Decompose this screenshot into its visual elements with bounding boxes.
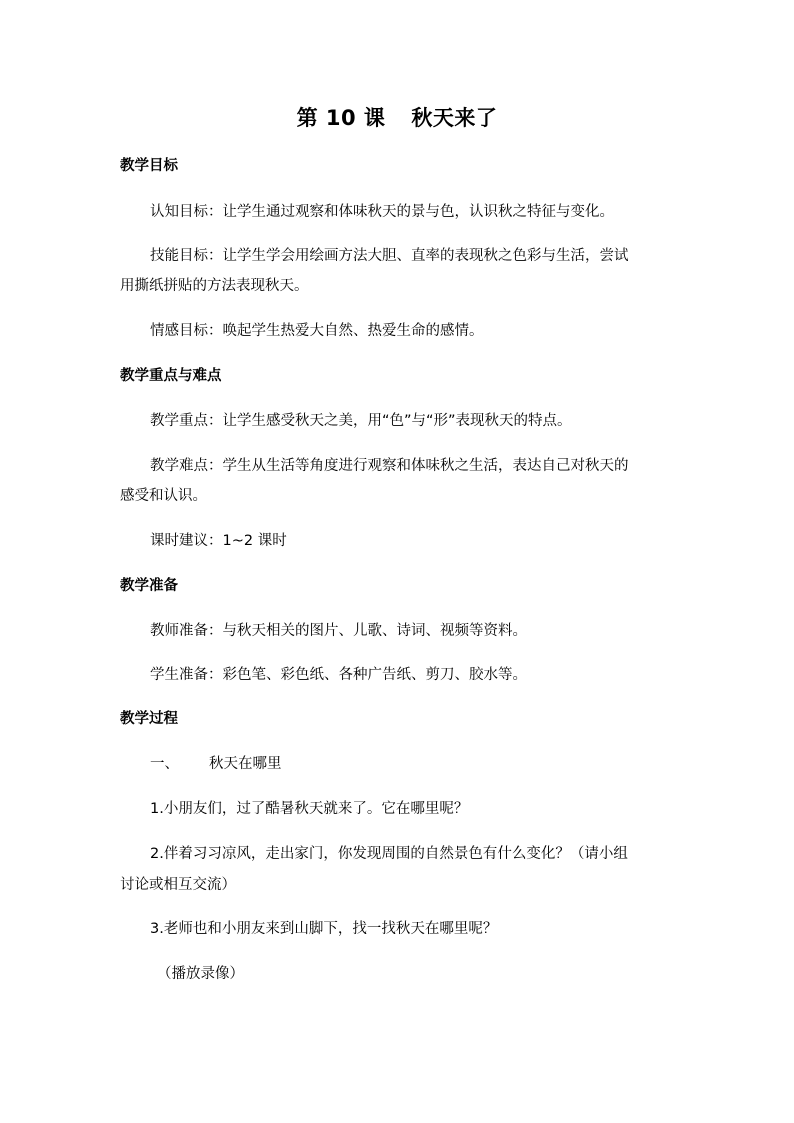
list-item-1: 1.小朋友们，过了酷暑秋天就来了。它在哪里呢？: [150, 801, 469, 817]
step-1-heading: [150, 746, 710, 782]
list-item-2-line-2: 讨论或相互交流）: [120, 877, 236, 893]
section-heading-goals: 教学目标: [120, 158, 178, 174]
goal-emotion: 情感目标：唤起学生热爱大自然、热爱生命的感情。: [150, 323, 484, 339]
difficulty-line-2: 感受和认识。: [120, 488, 207, 504]
prep-teacher: 教师准备：与秋天相关的图片、儿歌、诗词、视频等资料。: [150, 623, 527, 639]
list-item-3: 3.老师也和小朋友来到山脚下，找一找秋天在哪里呢？: [150, 921, 498, 937]
goal-skill-line-1: 技能目标：让学生学会用绘画方法大胆、直率的表现秋之色彩与生活，尝试: [150, 248, 629, 264]
hours-suggestion: 课时建议：1~2 课时: [150, 533, 287, 549]
list-item-2-line-1: 2.伴着习习凉风，走出家门，你发现周围的自然景色有什么变化？（请小组: [150, 846, 628, 862]
goal-skill-line-2: 用撕纸拼贴的方法表现秋天。: [120, 278, 309, 294]
title-lesson-number: 第 10 课: [296, 106, 386, 130]
section-heading-key-points: 教学重点与难点: [120, 368, 222, 384]
difficulty-line-1: 教学难点：学生从生活等角度进行观察和体味秋之生活，表达自己对秋天的: [150, 458, 629, 474]
title-lesson-name: 秋天来了: [411, 106, 498, 130]
step-1-title: 秋天在哪里: [209, 756, 282, 772]
list-item-4: （播放录像）: [157, 966, 244, 982]
section-heading-process: 教学过程: [120, 711, 178, 727]
goal-cognitive: 认知目标：让学生通过观察和体味秋天的景与色，认识秋之特征与变化。: [150, 204, 614, 220]
step-1-number: 一、: [150, 756, 179, 772]
key-point: 教学重点：让学生感受秋天之美，用“色”与“形”表现秋天的特点。: [150, 413, 572, 429]
page-title: [0, 101, 794, 135]
prep-student: 学生准备：彩色笔、彩色纸、各种广告纸、剪刀、胶水等。: [150, 667, 527, 683]
section-heading-preparation: 教学准备: [120, 578, 178, 594]
